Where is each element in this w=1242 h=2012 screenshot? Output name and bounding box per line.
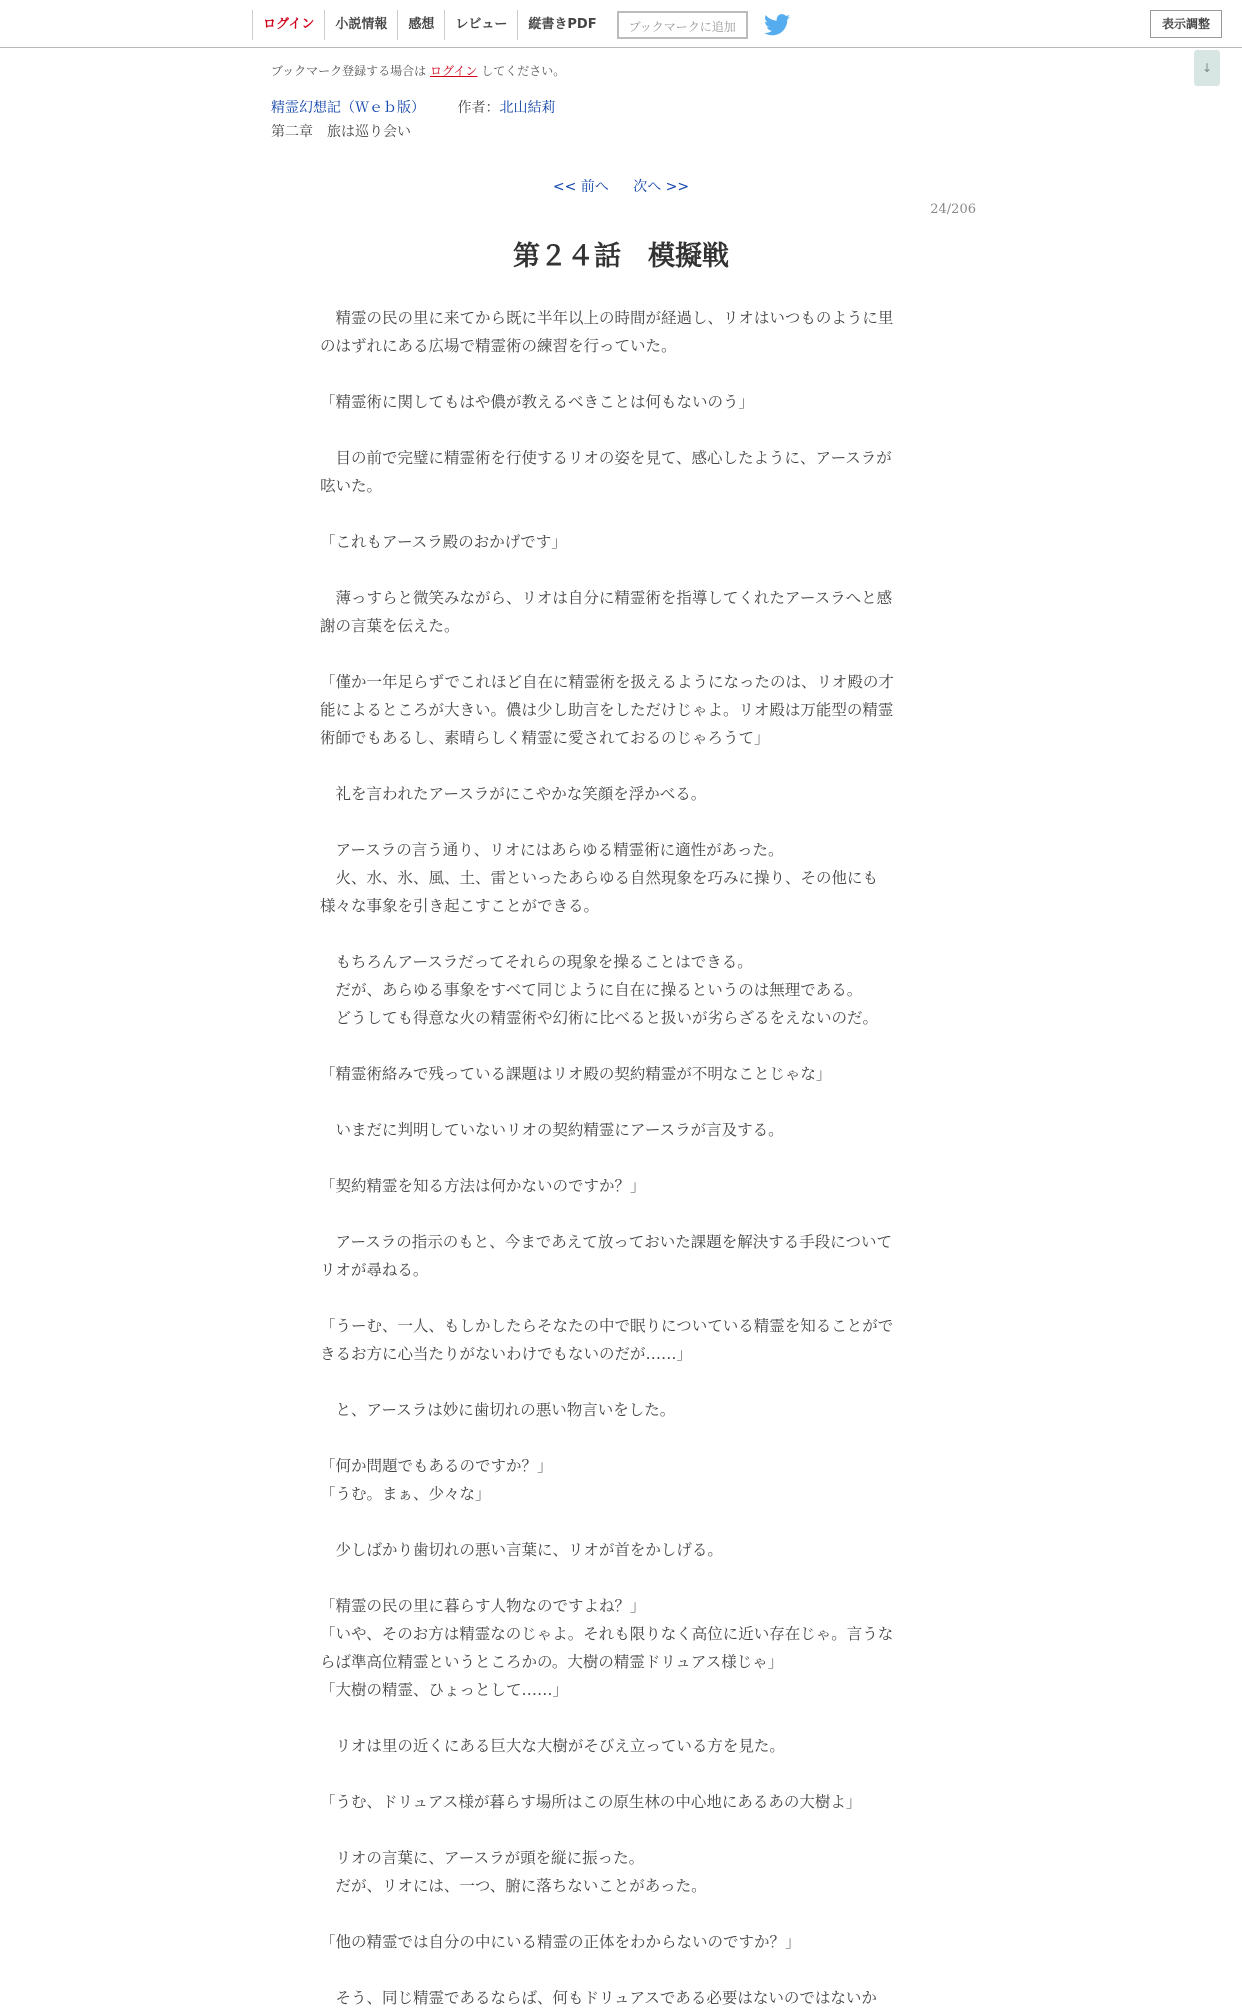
body-line: もちろんアースラだってそれらの現象を操ることはできる。 bbox=[320, 953, 753, 971]
novel-body bbox=[320, 304, 920, 2012]
body-line: 少しばかり歯切れの悪い言葉に、リオが首をかしげる。 bbox=[320, 1541, 723, 1559]
body-line: 薄っすらと微笑みながら、リオは自分に精霊術を指導してくれたアースラへと感 bbox=[320, 589, 893, 607]
body-line bbox=[320, 752, 920, 780]
body-line bbox=[320, 1088, 920, 1116]
body-line: 様々な事象を引き起こすことができる。 bbox=[320, 897, 600, 915]
body-line bbox=[320, 1284, 920, 1312]
body-line: らば準高位精霊というところかの。大樹の精霊ドリュアス様じゃ」 bbox=[320, 1653, 784, 1671]
bookmark-note-login-link[interactable]: ログイン bbox=[430, 64, 478, 78]
display-settings-button[interactable]: 表示調整 bbox=[1150, 10, 1222, 38]
chapter-title: 第二章 旅は巡り会い bbox=[271, 124, 411, 140]
prev-episode-link[interactable]: << 前へ bbox=[552, 179, 609, 195]
body-line: そう、同じ精霊であるならば、何もドリュアスである必要はないのではないか bbox=[320, 1989, 877, 2007]
body-line: 「僅か一年足らずでこれほど自在に精霊術を扱えるようになったのは、リオ殿の才 bbox=[320, 673, 894, 691]
body-line: 謝の言葉を伝えた。 bbox=[320, 617, 460, 635]
body-line: 「いや、そのお方は精霊なのじゃよ。それも限りなく高位に近い存在じゃ。言うな bbox=[320, 1625, 894, 1643]
body-line: 礼を言われたアースラがにこやかな笑顔を浮かべる。 bbox=[320, 785, 707, 803]
twitter-bird-icon[interactable] bbox=[764, 14, 790, 36]
nav-novel-info-link[interactable]: 小説情報 bbox=[324, 10, 397, 40]
body-line bbox=[320, 640, 920, 668]
body-line bbox=[320, 1200, 920, 1228]
body-line: 「他の精霊では自分の中にいる精霊の正体をわからないのですか？」 bbox=[320, 1933, 801, 1951]
body-line bbox=[320, 500, 920, 528]
body-line bbox=[320, 1032, 920, 1060]
body-line: 「うむ。まぁ、少々な」 bbox=[320, 1485, 491, 1503]
body-line: 術師でもあるし、素晴らしく精霊に愛されておるのじゃろうて」 bbox=[320, 729, 770, 747]
body-line bbox=[320, 1704, 920, 1732]
novel-meta bbox=[271, 97, 555, 117]
bookmark-note-post: してください。 bbox=[481, 64, 566, 78]
nav-login-link[interactable]: ログイン bbox=[252, 10, 324, 40]
body-line: 「契約精霊を知る方法は何かないのですか？」 bbox=[320, 1177, 646, 1195]
body-line: リオは里の近くにある巨大な大樹がそびえ立っている方を見た。 bbox=[320, 1737, 785, 1755]
bookmark-login-note bbox=[271, 62, 565, 79]
body-line: アースラの言う通り、リオにはあらゆる精霊術に適性があった。 bbox=[320, 841, 784, 859]
body-line bbox=[320, 1564, 920, 1592]
nav-vertical-pdf-link[interactable]: 縦書きPDF bbox=[517, 10, 606, 40]
author-name-link[interactable]: 北山結莉 bbox=[499, 100, 556, 116]
body-line bbox=[320, 1760, 920, 1788]
body-line: アースラの指示のもと、今まであえて放っておいた課題を解決する手段について bbox=[320, 1233, 892, 1251]
body-line bbox=[320, 1424, 920, 1452]
body-line: 「何か問題でもあるのですか？」 bbox=[320, 1457, 553, 1475]
body-line: 能によるところが大きい。儂は少し助言をしただけじゃよ。リオ殿は万能型の精霊 bbox=[320, 701, 894, 719]
nav-review-link[interactable]: レビュー bbox=[444, 10, 517, 40]
body-line: と、アースラは妙に歯切れの悪い物言いをした。 bbox=[320, 1401, 676, 1419]
body-line bbox=[320, 416, 920, 444]
body-line: 「精霊術絡みで残っている課題はリオ殿の契約精霊が不明なことじゃな」 bbox=[320, 1065, 832, 1083]
body-line bbox=[320, 808, 920, 836]
episode-counter: 24/206 bbox=[930, 202, 976, 217]
body-line bbox=[320, 360, 920, 388]
author-label: 作者： bbox=[457, 100, 500, 116]
body-line: 呟いた。 bbox=[320, 477, 383, 495]
body-line: 「精霊術に関してもはや儂が教えるべきことは何もないのう」 bbox=[320, 393, 755, 411]
body-line bbox=[320, 920, 920, 948]
add-bookmark-button[interactable]: ブックマークに追加 bbox=[617, 11, 748, 39]
body-line: いまだに判明していないリオの契約精霊にアースラが言及する。 bbox=[320, 1121, 784, 1139]
body-line bbox=[320, 1508, 920, 1536]
body-line bbox=[320, 1956, 920, 1984]
body-line: 「大樹の精霊、ひょっとして……」 bbox=[320, 1681, 569, 1699]
nav-impressions-link[interactable]: 感想 bbox=[397, 10, 444, 40]
body-line bbox=[320, 556, 920, 584]
body-line: きるお方に心当たりがないわけでもないのだが……」 bbox=[320, 1345, 693, 1363]
body-line: 「これもアースラ殿のおかげです」 bbox=[320, 533, 567, 551]
body-line: だが、あらゆる事象をすべて同じように自在に操るというのは無理である。 bbox=[320, 981, 863, 999]
body-line: 「精霊の民の里に暮らす人物なのですよね？」 bbox=[320, 1597, 646, 1615]
body-line: だが、リオには、一つ、腑に落ちないことがあった。 bbox=[320, 1877, 707, 1895]
body-line: どうしても得意な火の精霊術や幻術に比べると扱いが劣らざるをえないのだ。 bbox=[320, 1009, 879, 1027]
body-line: リオが尋ねる。 bbox=[320, 1261, 429, 1279]
bookmark-note-pre: ブックマーク登録する場合は bbox=[271, 64, 427, 78]
body-line: のはずれにある広場で精霊術の練習を行っていた。 bbox=[320, 337, 677, 355]
scroll-down-button[interactable]: ↓ bbox=[1194, 50, 1220, 86]
episode-title: 第２４話 模擬戦 bbox=[513, 241, 729, 272]
body-line: 「うむ、ドリュアス様が暮らす場所はこの原生林の中心地にあるあの大樹よ」 bbox=[320, 1793, 862, 1811]
body-line: 「うーむ、一人、もしかしたらそなたの中で眠りについている精霊を知ることがで bbox=[320, 1317, 894, 1335]
body-line: 精霊の民の里に来てから既に半年以上の時間が経過し、リオはいつものように里 bbox=[320, 309, 894, 327]
body-line bbox=[320, 1816, 920, 1844]
body-line: 火、水、氷、風、土、雷といったあらゆる自然現象を巧みに操り、その他にも bbox=[320, 869, 879, 887]
series-title-link[interactable]: 精霊幻想記（Ｗｅｂ版） bbox=[271, 100, 425, 116]
top-navigation-bar bbox=[0, 0, 1242, 48]
body-line bbox=[320, 1368, 920, 1396]
next-episode-link[interactable]: 次へ >> bbox=[633, 179, 690, 195]
body-line: 目の前で完璧に精霊術を行使するリオの姿を見て、感心したように、アースラが bbox=[320, 449, 892, 467]
body-line bbox=[320, 1900, 920, 1928]
body-line bbox=[320, 1144, 920, 1172]
main-nav bbox=[252, 10, 790, 40]
episode-pager bbox=[0, 176, 1242, 196]
body-line: リオの言葉に、アースラが頭を縦に振った。 bbox=[320, 1849, 645, 1867]
